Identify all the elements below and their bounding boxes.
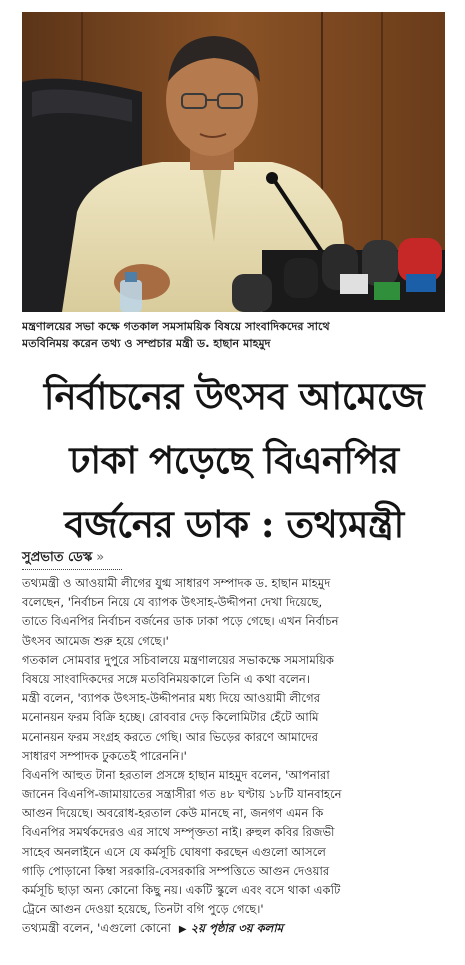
body-line: ট্রেনে আগুন দেওয়া হয়েছে, তিনটা বগি পুড়ে গেছে।' xyxy=(22,902,264,917)
byline-name: সুপ্রভাত ডেস্ক xyxy=(22,550,93,565)
chevron-icon: » xyxy=(96,550,105,565)
body-line: বিএনপির সমর্থকদেরও এর সাথে সম্পৃক্ততা নাই। রুহুল কবির রিজভী xyxy=(22,825,335,840)
body-line: উৎসব আমেজ শুরু হয়ে গেছে।' xyxy=(22,633,169,648)
photo-caption xyxy=(22,318,447,352)
body-line: বিষয়ে সাংবাদিকদের সঙ্গে মতবিনিময়কালে তিনি এ কথা বলেন। xyxy=(22,671,310,686)
body-last-line xyxy=(22,919,447,938)
body-line: বিএনপি আহুত টানা হরতাল প্রসঙ্গে হাছান মাহমুদ বলেন, 'আপনারা xyxy=(22,767,330,782)
byline-divider xyxy=(22,569,122,570)
headline xyxy=(14,364,454,556)
body-line: তাতে বিএনপির নির্বাচন বর্জনের ডাক ঢাকা পড়ে গেছে। এখন নির্বাচন xyxy=(22,614,339,629)
headline-line: ঢাকা পড়েছে বিএনপির xyxy=(69,438,399,482)
body-line: সাধারণ সম্পাদক ঢুকতেই পারেননি।' xyxy=(22,748,187,763)
body-line: গাড়ি পোড়ানো কিম্বা সরকারি-বেসরকারি সম্পত্তিতে আগুন দেওয়ার xyxy=(22,863,330,878)
continued-link[interactable]: ২য় পৃষ্ঠার ৩য় কলাম xyxy=(190,921,284,936)
body-line: বলেছেন, 'নির্বাচন নিয়ে যে ব্যাপক উৎসাহ-উদ্দীপনা দেখা দিয়েছে, xyxy=(22,595,323,610)
body-line: মন্ত্রী বলেন, 'ব্যাপক উৎসাহ-উদ্দীপনার মধ্য দিয়ে আওয়ামী লীগের xyxy=(22,691,321,706)
body-line: মনোনয়ন ফরম বিক্রি হচ্ছে। রোববার দেড় কিলোমিটার হেঁটে আমি xyxy=(22,710,319,725)
body-line: গতকাল সোমবার দুপুরে সচিবালয়ে মন্ত্রণালয়ের সভাকক্ষে সমসাময়িক xyxy=(22,652,335,667)
arrow-right-icon: ▶ xyxy=(178,924,187,936)
article-photo xyxy=(22,12,445,312)
byline xyxy=(22,548,322,569)
caption-line: মতবিনিময় করেন তথ্য ও সম্প্রচার মন্ত্রী ড. হাছান মাহমুদ xyxy=(22,337,271,350)
caption-line: মন্ত্রণালয়ের সভা কক্ষে গতকাল সমসাময়িক বিষয়ে সাংবাদিকদের সাথে xyxy=(22,320,330,333)
body-line: কর্মসূচি ছাড়া অন্য কোনো কিছু নয়। একটি স্কুলে এবং বসে থাকা একটি xyxy=(22,883,341,897)
article-body xyxy=(22,574,447,939)
body-line: আগুন দিয়েছে। অবরোধ-হরতাল কেউ মানছে না, জনগণ এমন কি xyxy=(22,806,324,821)
headline-line: বর্জনের ডাক : তথ্যমন্ত্রী xyxy=(64,502,404,546)
body-line: সাহেব অনলাইনে এসে যে কর্মসূচি ঘোষণা করছেন এগুলো আসলে xyxy=(22,844,326,859)
last-line-text: তথ্যমন্ত্রী বলেন, 'এগুলো কোনো xyxy=(22,921,171,936)
headline-line: নির্বাচনের উৎসব আমেজে xyxy=(43,374,425,418)
body-line: জানেন বিএনপি-জামায়াতের সন্ত্রাসীরা গত ৪৮ ঘণ্টায় ১৮টি যানবাহনে xyxy=(22,787,342,802)
body-line: মনোনয়ন ফরম সংগ্রহ করতে গেছি। আর ভিড়ের কারণে আমাদের xyxy=(22,729,319,744)
body-line: তথ্যমন্ত্রী ও আওয়ামী লীগের যুগ্ম সাধারণ সম্পাদক ড. হাছান মাহমুদ xyxy=(22,576,331,590)
